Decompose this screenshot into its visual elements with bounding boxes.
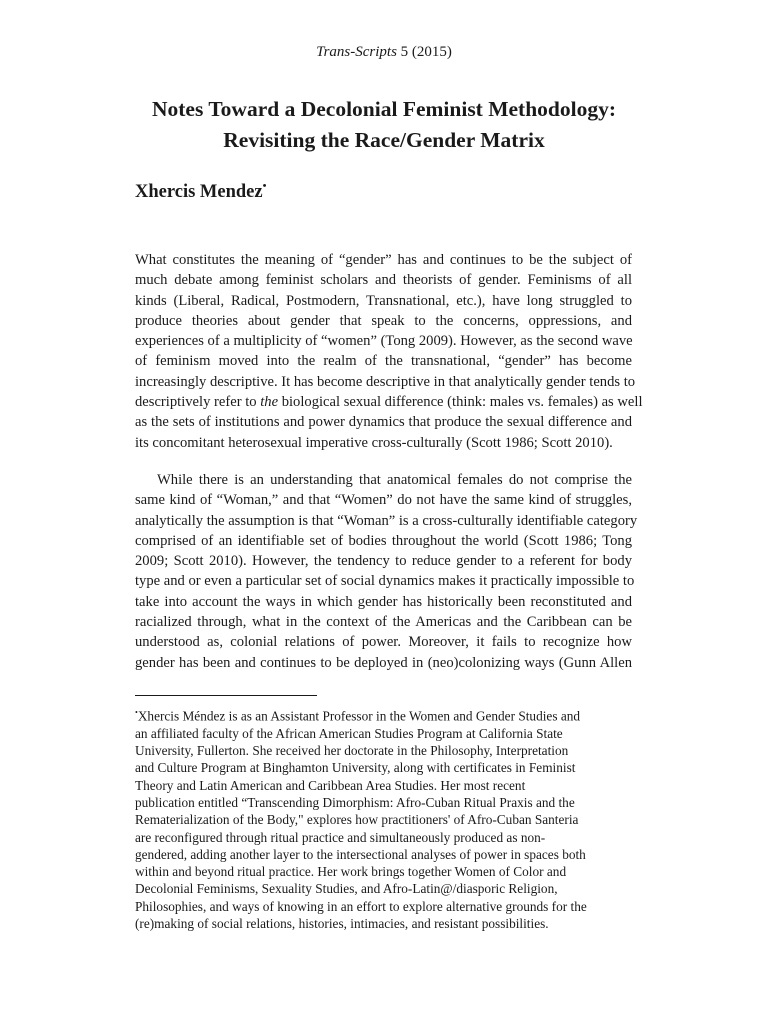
footnote-line: Theory and Latin American and Caribbean Area Studies. Her most recent xyxy=(135,777,526,793)
footnote-line: gendered, adding another layer to the intersectional analyses of power in spaces both xyxy=(135,846,586,862)
text-line: 2009; Scott 2010). However, the tendency to reduce gender to a referent for body xyxy=(135,553,632,570)
text-segment: Xhercis Méndez is as an Assistant Professor in the Women and Gender Studies and xyxy=(137,708,581,724)
footnote-line: within and beyond ritual practice. Her work brings together Women of Color and xyxy=(135,864,567,880)
text-line: much debate among feminist scholars and theorists of gender. Feminisms of all xyxy=(135,272,632,289)
body-paragraph xyxy=(135,250,643,453)
text-line: of feminism moved into the realm of the transnational, “gender” has become xyxy=(135,353,632,370)
text-line xyxy=(135,392,643,412)
author-footnote-mark: • xyxy=(262,180,267,192)
text-line: What constitutes the meaning of “gender” has and continues to be the subject of xyxy=(135,252,632,268)
footnote-mark: • xyxy=(135,708,138,717)
emphasis-text: the xyxy=(260,394,279,411)
footnote xyxy=(135,704,632,932)
footnote-line: are reconfigured through ritual practice and simultaneously produced as non- xyxy=(135,829,546,845)
body-paragraph xyxy=(135,470,638,673)
author-line xyxy=(135,181,266,203)
author-name: Xhercis Mendez xyxy=(135,182,263,203)
text-line: racialized through, what in the context of the Americas and the Caribbean can be xyxy=(135,614,632,631)
footnote-line: Rematerialization of the Body," explores how practitioners' of Afro-Cuban Santeria xyxy=(135,812,579,828)
journal-name: Trans-Scripts xyxy=(316,44,397,60)
text-line: increasingly descriptive. It has become descriptive in that analytically gender tends to xyxy=(135,373,636,390)
text-line: analytically the assumption is that “Woman” is a cross-culturally identifiable category xyxy=(135,512,638,529)
text-line: same kind of “Woman,” and that “Women” do not have the same kind of struggles, xyxy=(135,492,632,509)
text-line: as the sets of institutions and power dynamics that produce the sexual difference and xyxy=(135,414,632,431)
text-line: take into account the ways in which gender has historically been reconstituted and xyxy=(135,593,632,610)
text-line: experiences of a multiplicity of “women” (Tong 2009). However, as the second wave xyxy=(135,333,633,350)
article-title xyxy=(80,94,688,156)
footnote-line: and Culture Program at Binghamton University, along with certificates in Feminist xyxy=(135,760,576,776)
footnote-line: an affiliated faculty of the African American Studies Program at California State xyxy=(135,725,563,741)
running-header xyxy=(0,44,768,61)
text-line: comprised of an identifiable set of bodies throughout the world (Scott 1986; Tong xyxy=(135,532,632,549)
footnote-line: Decolonial Feminisms, Sexuality Studies, and Afro-Latin@/diasporic Religion, xyxy=(135,881,558,897)
text-line: produce theories about gender that speak to the concerns, oppressions, and xyxy=(135,312,632,329)
text-line: understood as, colonial relations of power. Moreover, it fails to recognize how xyxy=(135,634,632,651)
text-line: type and or even a particular set of social dynamics makes it practically impossible to xyxy=(135,573,635,590)
text-line: its concomitant heterosexual imperative cross-culturally (Scott 1986; Scott 2010). xyxy=(135,434,613,451)
footnote-line: publication entitled “Transcending Dimorphism: Afro-Cuban Ritual Praxis and the xyxy=(135,794,575,810)
text-segment: biological sexual difference (think: males vs. females) as well xyxy=(278,394,643,411)
title-line: Revisiting the Race/Gender Matrix xyxy=(223,128,545,152)
text-line: gender has been and continues to be deployed in (neo)colonizing ways (Gunn Allen xyxy=(135,654,632,671)
footnote-line: Philosophies, and ways of knowing in an effort to explore alternative grounds for the xyxy=(135,898,587,914)
footnote-divider xyxy=(135,695,317,696)
title-line: Notes Toward a Decolonial Feminist Methodology: xyxy=(151,97,617,121)
footnote-line: University, Fullerton. She received her doctorate in the Philosophy, Interpretation xyxy=(135,743,569,759)
text-line: kinds (Liberal, Radical, Postmodern, Transnational, etc.), have long struggled to xyxy=(135,292,632,309)
text-line: While there is an understanding that anatomical females do not comprise the xyxy=(157,472,632,488)
text-segment: descriptively refer to xyxy=(135,394,261,411)
journal-issue: 5 (2015) xyxy=(396,44,452,60)
footnote-line xyxy=(135,704,632,725)
footnote-line: (re)making of social relations, histories, intimacies, and resistant possibilities. xyxy=(135,915,549,931)
